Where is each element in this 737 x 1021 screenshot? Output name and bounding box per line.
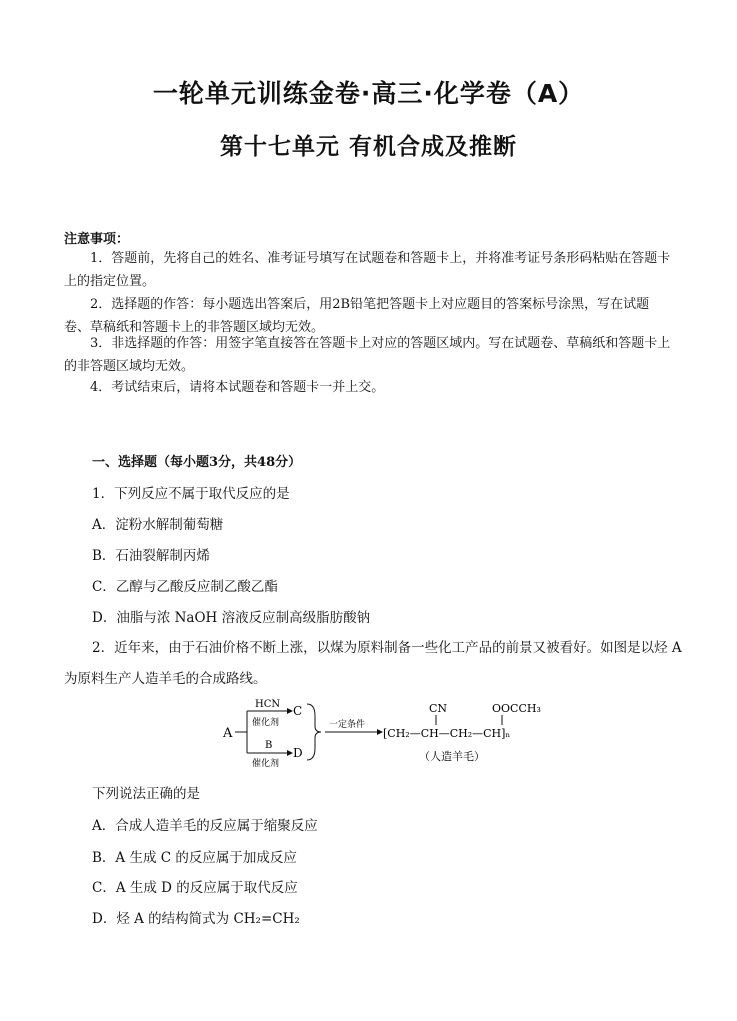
notice-heading: 注意事项： <box>64 232 130 247</box>
product-d: D <box>293 746 303 760</box>
page-subtitle: 第十七单元 有机合成及推断 <box>219 134 517 160</box>
q2-option-d: D．烃 A 的结构简式为 CH₂=CH₂ <box>92 911 300 927</box>
q1-option-a: A．淀粉水解制葡萄糖 <box>92 517 224 533</box>
q1-stem: 1．下列反应不属于取代反应的是 <box>92 486 290 502</box>
q2-prompt: 下列说法正确的是 <box>92 786 200 802</box>
product-name: （人造羊毛） <box>419 750 485 763</box>
q2-option-a: A．合成人造羊毛的反应属于缩聚反应 <box>92 818 318 834</box>
notice-item-4: 4．考试结束后，请将本试题卷和答题卡一并上交。 <box>90 380 385 395</box>
reagent-hcn: HCN <box>255 699 281 710</box>
condition-label: 一定条件 <box>329 720 366 730</box>
notice-item-3: 3．非选择题的作答：用签字笔直接答在答题卡上对应的答题区域内。写在试题卷、草稿纸和答题卡上的非答题区域均无效。 <box>64 336 671 374</box>
reagent-b: B <box>265 740 273 751</box>
product-c: C <box>293 704 303 718</box>
polymer-chain: [CH₂—CH—CH₂—CH]ₙ <box>383 727 511 740</box>
reactant-a: A <box>223 726 233 741</box>
q1-option-d: D．油脂与浓 NaOH 溶液反应制高级脂肪酸钠 <box>92 610 371 626</box>
q2-stem: 2．近年来，由于石油价格不断上涨，以煤为原料制备一些化工产品的前景又被看好。如图是以烃 A 为原料生产人造羊毛的合成路线。 <box>64 640 682 687</box>
page-title: 一轮单元训练金卷·高三·化学卷（A） <box>152 79 585 108</box>
catalyst-label-bottom: 催化剂 <box>252 759 280 768</box>
q1-option-c: C．乙醇与乙酸反应制乙酸乙酯 <box>92 579 278 595</box>
notice-item-2: 2．选择题的作答：每小题选出答案后，用2B铅笔把答题卡上对应题目的答案标号涂黑，写在试题卷、草稿纸和答题卡上的非答题区域均无效。 <box>64 297 650 335</box>
q1-option-b: B．石油裂解制丙烯 <box>92 548 210 564</box>
section-heading: 一、选择题（每小题3分，共48分） <box>92 455 302 470</box>
catalyst-label-top: 催化剂 <box>252 718 280 728</box>
substituent-oocch3: OOCCH₃ <box>492 702 541 715</box>
notice-item-1: 1．答题前，先将自己的姓名、准考证号填写在试题卷和答题卡上，并将准考证号条形码粘贴在答题卡上的指定位置。 <box>64 251 671 289</box>
synthesis-route-diagram <box>215 696 555 768</box>
q2-option-b: B．A 生成 C 的反应属于加成反应 <box>92 850 297 866</box>
q2-option-c: C．A 生成 D 的反应属于取代反应 <box>92 880 298 896</box>
substituent-cn: CN <box>429 702 448 715</box>
